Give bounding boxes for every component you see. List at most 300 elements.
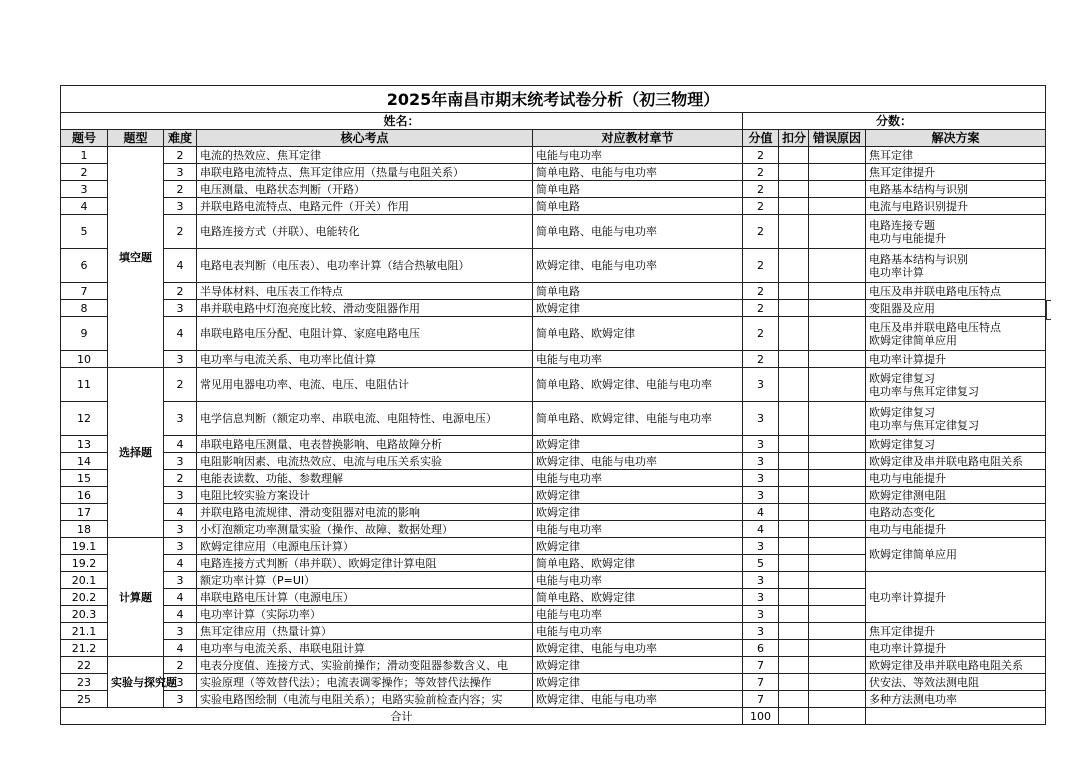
score-value: 4 <box>743 504 779 521</box>
chapter: 欧姆定律 <box>533 436 743 453</box>
difficulty: 3 <box>164 164 197 181</box>
chapter: 简单电路 <box>533 181 743 198</box>
error-reason-cell <box>809 623 866 640</box>
deduction-cell <box>779 691 809 708</box>
score-value: 3 <box>743 572 779 589</box>
error-reason-cell <box>809 691 866 708</box>
deduction-cell <box>779 708 809 725</box>
chapter: 电能与电功率 <box>533 606 743 623</box>
deduction-cell <box>779 181 809 198</box>
table-row <box>61 657 1046 674</box>
difficulty: 2 <box>164 470 197 487</box>
solution-text: 电功与电能提升 <box>869 231 946 245</box>
analysis-table <box>60 85 1046 725</box>
difficulty: 4 <box>164 504 197 521</box>
core-point: 串联电路电压分配、电阻计算、家庭电路电压 <box>197 317 533 351</box>
score-value: 3 <box>743 623 779 640</box>
core-point: 电能表读数、功能、参数理解 <box>197 470 533 487</box>
chapter: 简单电路、欧姆定律 <box>533 555 743 572</box>
core-point: 电功率计算（实际功率） <box>197 606 533 623</box>
score-value: 2 <box>743 198 779 215</box>
solution-text: 电路基本结构与识别 <box>869 182 968 196</box>
score-value: 7 <box>743 691 779 708</box>
error-reason-cell <box>809 215 866 249</box>
core-point: 常见用电器电功率、电流、电压、电阻估计 <box>197 368 533 402</box>
header-score: 分值 <box>743 130 779 147</box>
deduction-cell <box>779 674 809 691</box>
chapter: 欧姆定律、电能与电功率 <box>533 453 743 470</box>
error-reason-cell <box>809 453 866 470</box>
difficulty: 2 <box>164 181 197 198</box>
solution-cell <box>866 572 1046 623</box>
deduction-cell <box>779 283 809 300</box>
question-number: 22 <box>61 657 108 674</box>
name-label: 姓名： <box>61 113 743 130</box>
deduction-cell <box>779 436 809 453</box>
deduction-cell <box>779 164 809 181</box>
deduction-cell <box>779 470 809 487</box>
chapter: 电能与电功率 <box>533 521 743 538</box>
error-reason-cell <box>809 181 866 198</box>
score-value: 3 <box>743 453 779 470</box>
chapter: 电能与电功率 <box>533 470 743 487</box>
chapter: 简单电路、欧姆定律、电能与电功率 <box>533 402 743 436</box>
error-reason-cell <box>809 402 866 436</box>
table-row <box>61 538 1046 555</box>
score-label: 分数： <box>743 113 1046 130</box>
question-number: 7 <box>61 283 108 300</box>
difficulty: 3 <box>164 674 197 691</box>
table-row <box>61 691 1046 708</box>
error-reason-cell <box>809 504 866 521</box>
difficulty: 3 <box>164 198 197 215</box>
score-value: 3 <box>743 538 779 555</box>
table-row <box>61 181 1046 198</box>
core-point: 电压测量、电路状态判断（开路） <box>197 181 533 198</box>
error-reason-cell <box>809 606 866 623</box>
difficulty: 3 <box>164 487 197 504</box>
chapter: 简单电路、电能与电功率 <box>533 215 743 249</box>
solution-cell <box>866 283 1046 300</box>
error-reason-cell <box>809 317 866 351</box>
score-value: 2 <box>743 147 779 164</box>
header-type: 题型 <box>108 130 164 147</box>
deduction-cell <box>779 538 809 555</box>
core-point: 串联电路电压测量、电表替换影响、电路故障分析 <box>197 436 533 453</box>
error-reason-cell <box>809 708 866 725</box>
solution-cell <box>866 147 1046 164</box>
total-row <box>61 708 1046 725</box>
question-number: 19.1 <box>61 538 108 555</box>
solution-cell <box>866 215 1046 249</box>
core-point: 额定功率计算（P=UI） <box>197 572 533 589</box>
scan-edge-mark <box>1046 300 1051 320</box>
chapter: 简单电路 <box>533 283 743 300</box>
deduction-cell <box>779 317 809 351</box>
error-reason-cell <box>809 351 866 368</box>
score-value: 2 <box>743 164 779 181</box>
core-point: 串联电路电压计算（电源电压） <box>197 589 533 606</box>
difficulty: 2 <box>164 215 197 249</box>
question-number: 13 <box>61 436 108 453</box>
table-row <box>61 402 1046 436</box>
question-number: 23 <box>61 674 108 691</box>
question-type: 填空题 <box>108 147 164 368</box>
error-reason-cell <box>809 436 866 453</box>
solution-text: 欧姆定律测电阻 <box>869 488 946 502</box>
chapter: 简单电路、电能与电功率 <box>533 164 743 181</box>
error-reason-cell <box>809 640 866 657</box>
header-point: 核心考点 <box>197 130 533 147</box>
header-reason: 错误原因 <box>809 130 866 147</box>
chapter: 欧姆定律 <box>533 487 743 504</box>
solution-text: 焦耳定律 <box>869 148 913 162</box>
score-value: 3 <box>743 436 779 453</box>
error-reason-cell <box>809 249 866 283</box>
solution-text: 焦耳定律提升 <box>869 624 935 638</box>
difficulty: 3 <box>164 572 197 589</box>
error-reason-cell <box>809 368 866 402</box>
chapter: 电能与电功率 <box>533 147 743 164</box>
table-row <box>61 436 1046 453</box>
question-number: 8 <box>61 300 108 317</box>
chapter: 简单电路、欧姆定律 <box>533 317 743 351</box>
score-value: 2 <box>743 215 779 249</box>
analysis-sheet <box>60 85 1045 725</box>
error-reason-cell <box>809 589 866 606</box>
solution-cell <box>866 300 1046 317</box>
deduction-cell <box>779 487 809 504</box>
table-row <box>61 470 1046 487</box>
solution-cell <box>866 521 1046 538</box>
chapter: 欧姆定律 <box>533 657 743 674</box>
table-row <box>61 453 1046 470</box>
solution-text: 电路动态变化 <box>869 505 935 519</box>
total-label: 合计 <box>61 708 743 725</box>
solution-cell <box>866 436 1046 453</box>
error-reason-cell <box>809 521 866 538</box>
question-number: 16 <box>61 487 108 504</box>
core-point: 欧姆定律应用（电源电压计算） <box>197 538 533 555</box>
solution-text: 电压及串并联电路电压特点 <box>869 320 1001 334</box>
error-reason-cell <box>809 674 866 691</box>
core-point: 电功率与电流关系、电功率比值计算 <box>197 351 533 368</box>
deduction-cell <box>779 606 809 623</box>
solution-cell <box>866 164 1046 181</box>
question-number: 20.3 <box>61 606 108 623</box>
deduction-cell <box>779 351 809 368</box>
difficulty: 3 <box>164 521 197 538</box>
solution-cell <box>866 640 1046 657</box>
deduction-cell <box>779 504 809 521</box>
question-number: 14 <box>61 453 108 470</box>
chapter: 欧姆定律、电能与电功率 <box>533 691 743 708</box>
chapter: 简单电路、欧姆定律、电能与电功率 <box>533 368 743 402</box>
chapter: 电能与电功率 <box>533 572 743 589</box>
header-chapter: 对应教材章节 <box>533 130 743 147</box>
chapter: 欧姆定律 <box>533 538 743 555</box>
deduction-cell <box>779 657 809 674</box>
core-point: 实验原理（等效替代法）；电流表调零操作；等效替代法操作 <box>197 674 533 691</box>
solution-text: 电功率计算提升 <box>869 352 946 366</box>
solution-cell <box>866 538 1046 572</box>
score-value: 3 <box>743 368 779 402</box>
difficulty: 3 <box>164 300 197 317</box>
question-number: 25 <box>61 691 108 708</box>
chapter: 欧姆定律、电能与电功率 <box>533 249 743 283</box>
difficulty: 3 <box>164 402 197 436</box>
table-row <box>61 215 1046 249</box>
table-row <box>61 317 1046 351</box>
table-row <box>61 147 1046 164</box>
core-point: 并联电路电流规律、滑动变阻器对电流的影响 <box>197 504 533 521</box>
question-number: 9 <box>61 317 108 351</box>
deduction-cell <box>779 640 809 657</box>
solution-text: 电压及串并联电路电压特点 <box>869 284 1001 298</box>
error-reason-cell <box>809 555 866 572</box>
deduction-cell <box>779 521 809 538</box>
deduction-cell <box>779 572 809 589</box>
deduction-cell <box>779 300 809 317</box>
table-row <box>61 198 1046 215</box>
error-reason-cell <box>809 657 866 674</box>
question-number: 12 <box>61 402 108 436</box>
solution-text: 多种方法测电功率 <box>869 692 957 706</box>
solution-text: 电功率与焦耳定律复习 <box>869 384 979 398</box>
table-row <box>61 249 1046 283</box>
table-row <box>61 674 1046 691</box>
score-value: 7 <box>743 657 779 674</box>
core-point: 小灯泡额定功率测量实验（操作、故障、数据处理） <box>197 521 533 538</box>
solution-text: 电流与电路识别提升 <box>869 199 968 213</box>
question-number: 11 <box>61 368 108 402</box>
solution-text: 电功率与焦耳定律复习 <box>869 418 979 432</box>
deduction-cell <box>779 589 809 606</box>
deduction-cell <box>779 555 809 572</box>
question-type: 选择题 <box>108 368 164 538</box>
question-number: 3 <box>61 181 108 198</box>
question-number: 5 <box>61 215 108 249</box>
core-point: 半导体材料、电压表工作特点 <box>197 283 533 300</box>
error-reason-cell <box>809 538 866 555</box>
error-reason-cell <box>809 147 866 164</box>
header-difficulty: 难度 <box>164 130 197 147</box>
deduction-cell <box>779 198 809 215</box>
solution-text: 欧姆定律及串并联电路电阻关系 <box>869 454 1023 468</box>
deduction-cell <box>779 402 809 436</box>
chapter: 简单电路 <box>533 198 743 215</box>
solution-cell <box>866 368 1046 402</box>
table-row <box>61 640 1046 657</box>
score-value: 3 <box>743 402 779 436</box>
difficulty: 2 <box>164 657 197 674</box>
error-reason-cell <box>809 470 866 487</box>
core-point: 串并联电路中灯泡亮度比较、滑动变阻器作用 <box>197 300 533 317</box>
core-point: 实验电路图绘制（电流与电阻关系）；电路实验前检查内容；实 <box>197 691 533 708</box>
question-number: 18 <box>61 521 108 538</box>
solution-cell <box>866 351 1046 368</box>
difficulty: 4 <box>164 606 197 623</box>
score-value: 6 <box>743 640 779 657</box>
table-row <box>61 572 1046 589</box>
solution-text: 电功与电能提升 <box>869 522 946 536</box>
table-row <box>61 487 1046 504</box>
solution-cell <box>866 504 1046 521</box>
solution-cell <box>866 657 1046 674</box>
core-point: 电阻比较实验方案设计 <box>197 487 533 504</box>
deduction-cell <box>779 249 809 283</box>
core-point: 电路连接方式判断（串并联）、欧姆定律计算电阻 <box>197 555 533 572</box>
solution-text: 电功与电能提升 <box>869 471 946 485</box>
header-row <box>61 130 1046 147</box>
deduction-cell <box>779 368 809 402</box>
header-deduction: 扣分 <box>779 130 809 147</box>
core-point: 电路电表判断（电压表）、电功率计算（结合热敏电阻） <box>197 249 533 283</box>
solution-cell <box>866 487 1046 504</box>
solution-text: 欧姆定律复习 <box>869 405 935 419</box>
chapter: 简单电路、欧姆定律 <box>533 589 743 606</box>
solution-text: 欧姆定律简单应用 <box>869 548 957 561</box>
chapter: 欧姆定律、电能与电功率 <box>533 640 743 657</box>
question-type: 实验与探究题 <box>108 657 164 708</box>
difficulty: 3 <box>164 691 197 708</box>
header-solution: 解决方案 <box>866 130 1046 147</box>
solution-text: 焦耳定律提升 <box>869 165 935 179</box>
difficulty: 4 <box>164 589 197 606</box>
solution-text: 欧姆定律及串并联电路电阻关系 <box>869 658 1023 672</box>
core-point: 电表分度值、连接方式、实验前操作；滑动变阻器参数含义、电 <box>197 657 533 674</box>
question-type: 计算题 <box>108 538 164 657</box>
difficulty: 4 <box>164 640 197 657</box>
score-value: 3 <box>743 487 779 504</box>
solution-text: 电功率计算提升 <box>869 590 946 604</box>
question-number: 17 <box>61 504 108 521</box>
score-value: 5 <box>743 555 779 572</box>
solution-cell <box>866 470 1046 487</box>
solution-cell <box>866 181 1046 198</box>
table-row <box>61 504 1046 521</box>
solution-text: 欧姆定律复习 <box>869 437 935 451</box>
solution-cell <box>866 674 1046 691</box>
score-value: 2 <box>743 300 779 317</box>
solution-cell <box>866 402 1046 436</box>
error-reason-cell <box>809 300 866 317</box>
core-point: 并联电路电流特点、电路元件（开关）作用 <box>197 198 533 215</box>
table-row <box>61 283 1046 300</box>
error-reason-cell <box>809 198 866 215</box>
table-row <box>61 368 1046 402</box>
question-number: 4 <box>61 198 108 215</box>
core-point: 焦耳定律应用（热量计算） <box>197 623 533 640</box>
solution-cell <box>866 708 1046 725</box>
chapter: 欧姆定律 <box>533 504 743 521</box>
difficulty: 2 <box>164 368 197 402</box>
table-row <box>61 623 1046 640</box>
solution-text: 电功率计算 <box>869 265 924 279</box>
score-value: 2 <box>743 317 779 351</box>
score-value: 3 <box>743 606 779 623</box>
question-number: 2 <box>61 164 108 181</box>
difficulty: 4 <box>164 249 197 283</box>
error-reason-cell <box>809 283 866 300</box>
score-value: 7 <box>743 674 779 691</box>
deduction-cell <box>779 215 809 249</box>
core-point: 串联电路电流特点、焦耳定律应用（热量与电阻关系） <box>197 164 533 181</box>
core-point: 电流的热效应、焦耳定律 <box>197 147 533 164</box>
solution-cell <box>866 198 1046 215</box>
question-number: 21.2 <box>61 640 108 657</box>
difficulty: 3 <box>164 623 197 640</box>
core-point: 电路连接方式（并联）、电能转化 <box>197 215 533 249</box>
question-number: 20.2 <box>61 589 108 606</box>
score-value: 2 <box>743 351 779 368</box>
deduction-cell <box>779 453 809 470</box>
score-value: 4 <box>743 521 779 538</box>
solution-cell <box>866 317 1046 351</box>
table-row <box>61 521 1046 538</box>
solution-text: 变阻器及应用 <box>869 301 935 315</box>
solution-text: 欧姆定律复习 <box>869 371 935 385</box>
question-number: 6 <box>61 249 108 283</box>
difficulty: 3 <box>164 453 197 470</box>
score-value: 2 <box>743 181 779 198</box>
solution-text: 电功率计算提升 <box>869 641 946 655</box>
difficulty: 2 <box>164 283 197 300</box>
solution-cell <box>866 623 1046 640</box>
table-row <box>61 300 1046 317</box>
question-number: 15 <box>61 470 108 487</box>
score-value: 3 <box>743 470 779 487</box>
error-reason-cell <box>809 572 866 589</box>
question-number: 10 <box>61 351 108 368</box>
question-number: 21.1 <box>61 623 108 640</box>
solution-text: 电路基本结构与识别 <box>869 252 968 266</box>
difficulty: 4 <box>164 436 197 453</box>
difficulty: 2 <box>164 147 197 164</box>
solution-cell <box>866 249 1046 283</box>
core-point: 电阻影响因素、电流热效应、电流与电压关系实验 <box>197 453 533 470</box>
score-value: 2 <box>743 283 779 300</box>
score-value: 3 <box>743 589 779 606</box>
error-reason-cell <box>809 164 866 181</box>
solution-cell <box>866 691 1046 708</box>
difficulty: 3 <box>164 538 197 555</box>
chapter: 电能与电功率 <box>533 623 743 640</box>
table-row <box>61 164 1046 181</box>
question-number: 20.1 <box>61 572 108 589</box>
solution-cell <box>866 453 1046 470</box>
chapter: 欧姆定律 <box>533 300 743 317</box>
solution-text: 电路连接专题 <box>869 218 935 232</box>
difficulty: 4 <box>164 317 197 351</box>
deduction-cell <box>779 147 809 164</box>
solution-text: 伏安法、等效法测电阻 <box>869 675 979 689</box>
solution-text: 欧姆定律简单应用 <box>869 333 957 347</box>
core-point: 电学信息判断（额定功率、串联电流、电阻特性、电源电压） <box>197 402 533 436</box>
header-no: 题号 <box>61 130 108 147</box>
total-score: 100 <box>743 708 779 725</box>
deduction-cell <box>779 623 809 640</box>
difficulty: 4 <box>164 555 197 572</box>
error-reason-cell <box>809 487 866 504</box>
difficulty: 3 <box>164 351 197 368</box>
question-number: 19.2 <box>61 555 108 572</box>
page-title: 2025年南昌市期末统考试卷分析（初三物理） <box>61 86 1046 113</box>
core-point: 电功率与电流关系、串联电阻计算 <box>197 640 533 657</box>
score-value: 2 <box>743 249 779 283</box>
table-row <box>61 351 1046 368</box>
chapter: 电能与电功率 <box>533 351 743 368</box>
